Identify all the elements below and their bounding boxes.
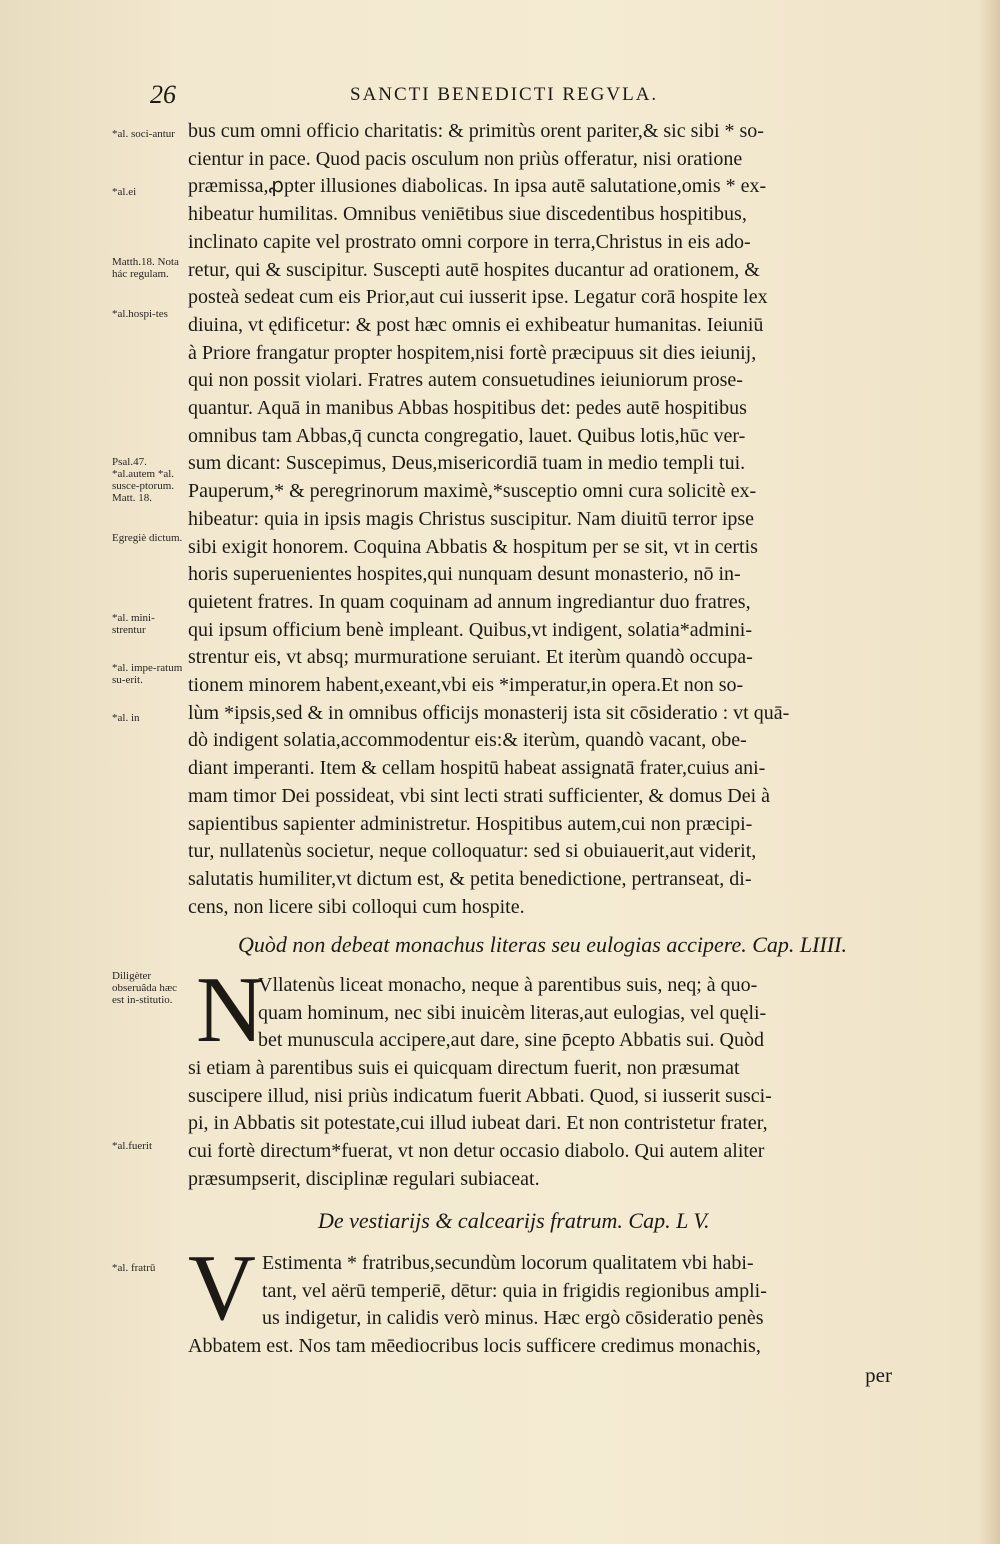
- text-line: diant imperanti. Item & cellam hospitū habeat assignatā frater,cuius ani-: [188, 757, 766, 780]
- text-line: strentur eis, vt absq; murmuratione seruiant. Et iterùm quandò occupa-: [188, 646, 753, 669]
- text-line: præsumpserit, disciplinæ regulari subiaceat.: [188, 1167, 540, 1190]
- text-line: qui non possit violari. Fratres autem consuetudines ieiuniorum prose-: [188, 369, 743, 392]
- text-line: qui ipsum officium benè impleant. Quibus,vt indigent, solatia*admini-: [188, 618, 752, 641]
- text-line: sum dicant: Suscepimus, Deus,misericordiā tuam in medio templi tui.: [188, 452, 746, 475]
- text-line: præmissa,ꝓpter illusiones diabolicas. In ipsa autē salutatione,omis * ex-: [188, 175, 767, 198]
- page-edge-shadow: [978, 0, 1000, 1544]
- text-line: posteà sedeat cum eis Prior,aut cui iusserit ipse. Legatur corā hospite lex: [188, 286, 768, 309]
- text-line: tionem minorem habent,exeant,vbi eis *imperatur,in opera.Et non so-: [188, 674, 744, 697]
- running-title: SANCTI BENEDICTI REGVLA.: [350, 84, 659, 105]
- text-line: Abbatem est. Nos tam mēediocribus locis sufficere credimus monachis,: [188, 1335, 761, 1357]
- text-line: bet munuscula accipere,aut dare, sine p̄cepto Abbatis sui. Quòd: [258, 1029, 764, 1052]
- margin-note: *al. fratrū: [112, 1262, 156, 1274]
- text-line: horis superuenientes hospites,qui nunquam desunt monasterio, nō in-: [188, 563, 741, 586]
- text-line: Vllatenùs liceat monacho, neque à parentibus suis, neq; à quo-: [258, 974, 758, 996]
- text-line: quam hominum, nec sibi inuicèm literas,aut eulogias, vel quęli-: [258, 1001, 767, 1024]
- text-line: diuina, vt ędificetur: & post hæc omnis ei exhibeatur humanitas. Ieiuniū: [188, 313, 764, 336]
- margin-note: Diligèter obseruâda hæc est in-stitutio.: [112, 970, 178, 1006]
- margin-note: *al. soci-antur: [112, 128, 175, 140]
- text-line: sapientibus sapienter administretur. Hospitibus autem,cui non præcipi-: [188, 812, 753, 835]
- chapter-55-text-indented: [262, 1250, 890, 1333]
- text-line: quantur. Aquā in manibus Abbas hospitibus det: pedes autē hospitibus: [188, 397, 747, 420]
- text-line: Estimenta * fratribus,secundùm locorum qualitatem vbi habi-: [262, 1252, 754, 1274]
- text-line: mam timor Dei possideat, vbi sint lecti strati sufficienter, & domus Dei à: [188, 784, 771, 807]
- margin-note: *al.hospi-tes: [112, 308, 168, 320]
- text-line: sibi exigit honorem. Coquina Abbatis & hospitum per se sit, vt in certis: [188, 535, 758, 558]
- page-number: 26: [150, 80, 176, 109]
- text-line: cens, non licere sibi colloqui cum hospite.: [188, 895, 525, 918]
- text-line: Pauperum,* & peregrinorum maximè,*susceptio omni cura solicitè ex-: [188, 480, 757, 503]
- text-line: omnibus tam Abbas,q̄ cuncta congregatio, lauet. Quibus lotis,hūc ver-: [188, 424, 746, 447]
- margin-note: Egregiè dictum.: [112, 532, 183, 544]
- text-line: retur, qui & suscipitur. Suscepti autē hospites ducantur ad orationem, &: [188, 258, 760, 281]
- drop-cap-v: V: [188, 1236, 256, 1340]
- chapter-55-title: De vestiarijs & calcearijs fratrum. Cap. L V.: [318, 1208, 710, 1233]
- text-line: salutatis humiliter,vt dictum est, & petita benedictione, pertranseat, di-: [188, 867, 752, 890]
- catchword: per: [865, 1363, 892, 1387]
- chapter-54-text-indented: [258, 972, 890, 1055]
- margin-note: *al.fuerit: [112, 1140, 153, 1152]
- text-line: tant, vel aërū temperiē, dētur: quia in frigidis regionibus ampli-: [262, 1279, 767, 1302]
- text-line: hibeatur humilitas. Omnibus veniētibus siue discedentibus hospitibus,: [188, 203, 747, 226]
- margin-note: *al. impe-ratum su-erit.: [112, 662, 183, 686]
- drop-cap-n: N: [196, 958, 264, 1062]
- chapter-54-text: [188, 1055, 898, 1194]
- margin-note: *al. mini-strentur: [112, 612, 155, 636]
- text-line: hibeatur: quia in ipsis magis Christus suscipitur. Nam diuitū terror ipse: [188, 507, 755, 530]
- text-line: si etiam à parentibus suis ei quicquam directum fuerit, non præsumat: [188, 1057, 740, 1079]
- text-line: bus cum omni officio charitatis: & primitùs orent pariter,& sic sibi * so-: [188, 120, 764, 142]
- text-line: quietent fratres. In quam coquinam ad annum ingrediantur duo fratres,: [188, 590, 751, 613]
- text-line: suscipere illud, nisi priùs indicatum fuerit Abbati. Quod, si iusserit susci-: [188, 1084, 772, 1107]
- text-line: tur, nullatenùs societur, neque colloquatur: sed si obuiauerit,aut viderit,: [188, 840, 757, 863]
- text-line: dò indigent solatia,accommodentur eis:& iterùm, quandò vacant, obe-: [188, 729, 747, 752]
- text-line: cui fortè directum*fuerat, vt non detur occasio diabolo. Qui autem aliter: [188, 1140, 765, 1163]
- text-line: lùm *ipsis,sed & in omnibus officijs monasterij ista sit cōsideratio : vt quā-: [188, 701, 790, 724]
- margin-note: *al.ei: [112, 186, 137, 198]
- text-line: us indigetur, in calidis verò minus. Hæc ergò cōsideratio penès: [262, 1307, 764, 1330]
- chapter-54-title: Quòd non debeat monachus literas seu eulogias accipere. Cap. LIIII.: [238, 932, 847, 957]
- margin-note: Matth.18. Nota hác regulam.: [112, 256, 179, 280]
- chapter-55-text: [188, 1333, 898, 1361]
- text-line: inclinato capite vel prostrato omni corpore in terra,Christus in eis ado-: [188, 230, 751, 253]
- margin-note: *al. in: [112, 712, 140, 724]
- text-line: à Priore frangatur propter hospitem,nisi fortè præcipuus sit dies ieiunij,: [188, 341, 757, 364]
- text-line: pi, in Abbatis sit potestate,cui illud iubeat dari. Et non contristetur frater,: [188, 1112, 768, 1135]
- text-line: cientur in pace. Quod pacis osculum non priùs offeratur, nisi oratione: [188, 147, 743, 170]
- margin-note: Psal.47. *al.autem *al. susce-ptorum. Matt. 18.: [112, 456, 175, 504]
- page-header: [150, 80, 870, 110]
- chapter-53-text: [188, 118, 898, 921]
